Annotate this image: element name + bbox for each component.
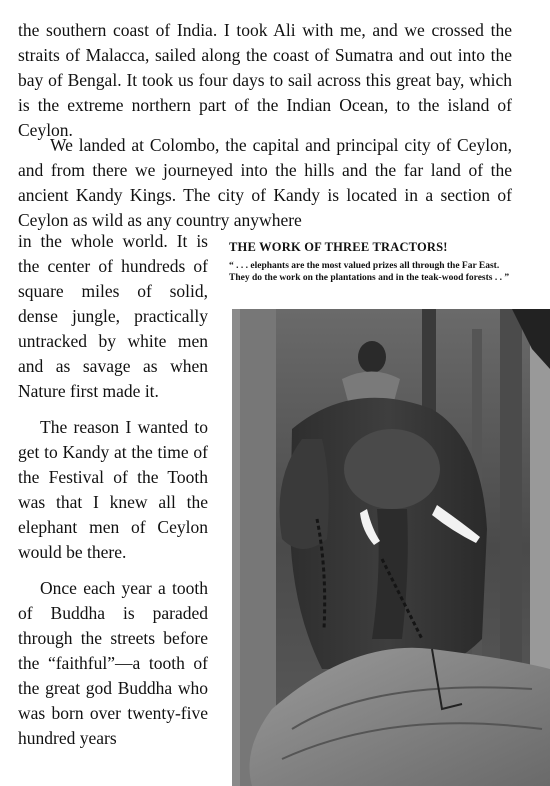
column-paragraph-1: in the whole world. It is the center of hundreds of square miles of solid, dense jungle, practically untracked by white men and as savage as when Nature first made it. <box>18 231 208 401</box>
photo-caption-text: “ . . . elephants are the most valued prizes all through the Far East. They do the work on the plantations and in the teak-wood forests . . ” <box>229 261 510 283</box>
column-paragraph-3: Once each year a tooth of Buddha is paraded through the streets before the “faithful”—a tooth of the great god Buddha who was born over twenty-five hundred years <box>18 578 208 748</box>
opening-paragraph: the southern coast of India. I took Ali with me, and we crossed the straits of Malacca, sailed along the coast of Sumatra and out into the bay of Bengal. It took us four days to sail across this great bay, which is the extreme northern part of the Indian Ocean, to the island of Ceylon. <box>18 20 512 140</box>
photo-caption-title: THE WORK OF THREE TRACTORS! <box>229 240 448 254</box>
column-paragraph-2: The reason I wanted to get to Kandy at the time of the Festival of the Tooth was that I knew all the elephant men of Ceylon would be there. <box>18 417 208 562</box>
colombo-paragraph-text: We landed at Colombo, the capital and principal city of Ceylon, and from there we journeyed into the hills and the far land of the ancient Kandy Kings. The city of Kandy is located in a section of Ceylon as wild as any country anywhere <box>18 135 512 230</box>
elephant-photo <box>232 309 550 786</box>
colombo-paragraph <box>18 133 512 233</box>
text-column <box>18 229 208 762</box>
